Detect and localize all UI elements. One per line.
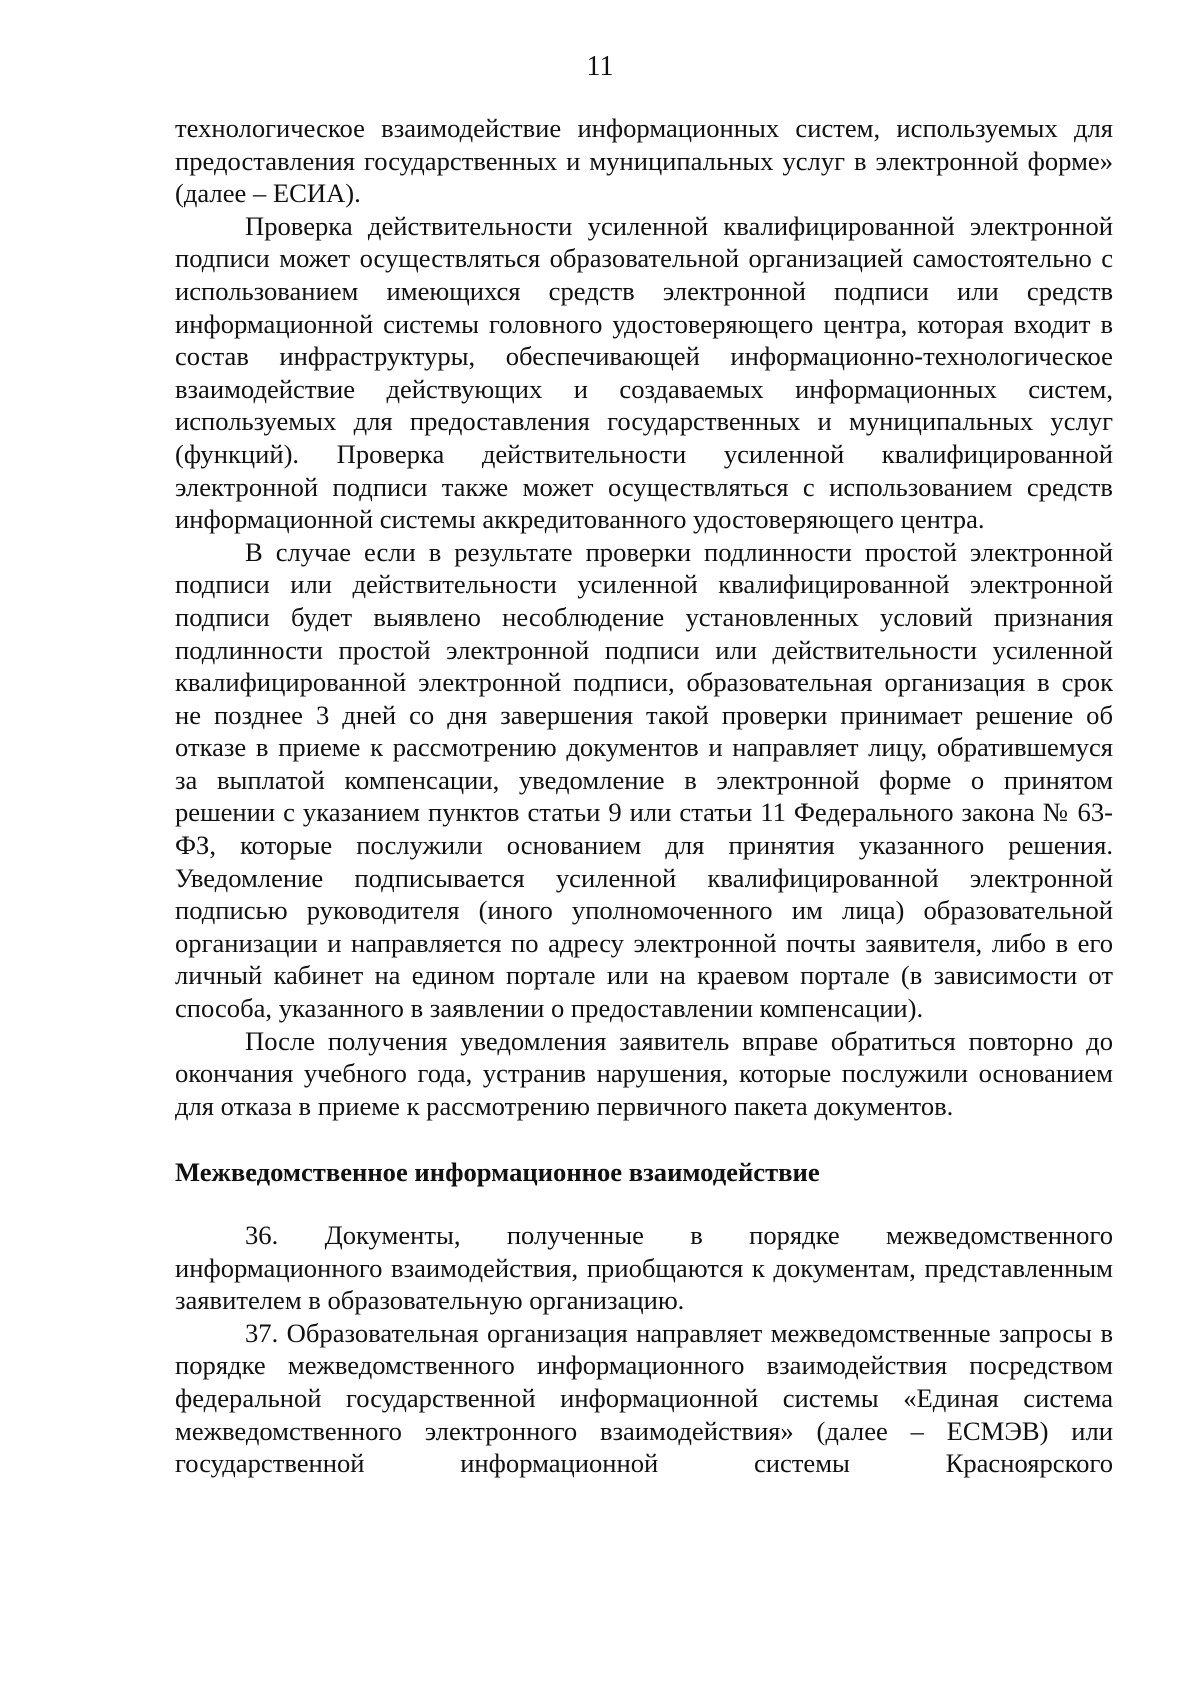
- document-body: [175, 112, 1113, 1480]
- paragraph-esia-continuation: технологическое взаимодействие информационных систем, используемых для предоставления государственных и муниципальных услуг в электронной форме» (далее – ЕСИА).: [175, 113, 1113, 209]
- item-36: 36. Документы, полученные в порядке межведомственного информационного взаимодействия, приобщаются к документам, представленным заявителем в образовательную организацию.: [175, 1220, 1113, 1316]
- section-heading: Межведомственное информационное взаимодействие: [175, 1157, 820, 1188]
- paragraph-repeat-application: После получения уведомления заявитель вправе обратиться повторно до окончания учебного года, устранив нарушения, которые послужили основанием для отказа в приеме к рассмотрению первичного пакета документов.: [175, 1025, 1113, 1121]
- page-number: 11: [586, 51, 614, 82]
- paragraph-verification-failure: В случае если в результате проверки подлинности простой электронной подписи или действительности усиленной квалифицированной электронной подписи будет выявлено несоблюдение установленных условий признания подлинности простой электронной подписи или действительности усиленной квалифицированной электронной подписи, образовательная организация в срок не позднее 3 дней со дня завершения такой проверки принимает решение об отказе в приеме к рассмотрению документов и направляет лицу, обратившемуся за выплатой компенсации, уведомление в электронной форме о принятом решении с указанием пунктов статьи 9 или статьи 11 Федерального закона № 63-ФЗ, которые послужили основанием для принятия указанного решения. Уведомление подписывается усиленной квалифицированной электронной подписью руководителя (иного уполномоченного им лица) образовательной организации и направляется по адресу электронной почты заявителя, либо в его личный кабинет на едином портале или на краевом портале (в зависимости от способа, указанного в заявлении о предоставлении компенсации).: [175, 536, 1113, 1024]
- item-37: 37. Образовательная организация направляет межведомственные запросы в порядке межведомственного информационного взаимодействия посредством федеральной государственной информационной системы «Единая система межведомственного электронного взаимодействия» (далее – ЕСМЭВ) или государственной информационной системы Красноярского: [175, 1317, 1113, 1479]
- paragraph-signature-verification: Проверка действительности усиленной квалифицированной электронной подписи может осуществляться образовательной организацией самостоятельно с использованием имеющихся средств электронной подписи или средств информационной системы головного удостоверяющего центра, которая входит в состав инфраструктуры, обеспечивающей информационно-технологическое взаимодействие действующих и создаваемых информационных систем, используемых для предоставления государственных и муниципальных услуг (функций). Проверка действительности усиленной квалифицированной электронной подписи также может осуществляться с использованием средств информационной системы аккредитованного удостоверяющего центра.: [175, 210, 1113, 535]
